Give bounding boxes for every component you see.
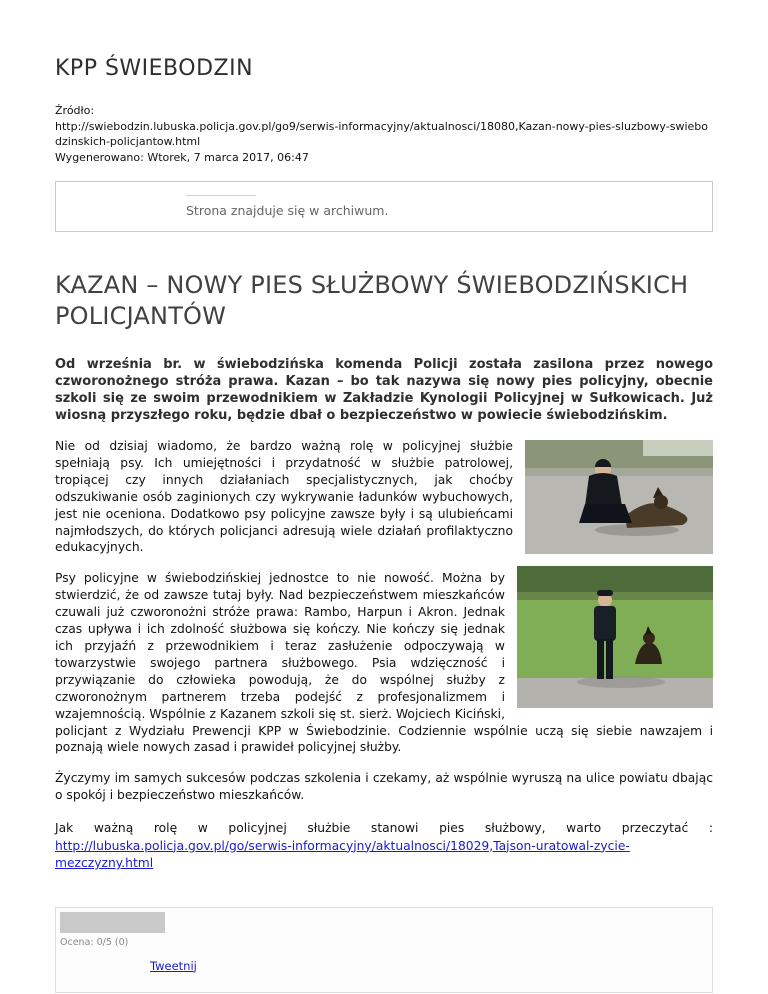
social-widget-placeholder: [60, 912, 165, 933]
more-info-paragraph: [55, 820, 713, 873]
photo-officer-with-dog-standing: [517, 566, 713, 708]
article-body: [55, 438, 713, 804]
tweet-link[interactable]: Tweetnij: [150, 958, 197, 973]
article-paragraph: Psy policyjne w świebodzińskiej jednostce to nie nowość. Można by stwierdzić, że od zawsze tutaj były. Nad bezpieczeństwem mieszkańców czuwali już czworonożni stróże prawa: Rambo, Harpun i Akron. Jednak czas upływa i ich zdolność służbowa się kończy. Nie kończy się jednak ich przyjaźń z przewodnikiem i teraz zasłużenie odpoczywają w towarzystwie swojego partnera służbowego. Psia wdzięczność i przywiązanie do człowieka powodują, że do wspólnej służby z czworonożnym partnerem trzeba podejść z profesjonalizmem i wzajemnością. Wspólnie z Kazanem szkoli się st. sierż. Wojciech Kiciński, policjant z Wydziału Prewencji KPP w Świebodzinie. Codziennie wspólnie uczą się siebie nawzajem i poznają wiele nowych zasad i prawideł policyjnej służby.: [55, 571, 713, 755]
archive-notice-box: [55, 181, 713, 232]
archive-notice-text: Strona znajduje się w archiwum.: [186, 203, 389, 218]
social-rating-box: [55, 907, 713, 993]
article-paragraph: Życzymy im samych sukcesów podczas szkolenia i czekamy, aż wspólnie wyruszą na ulice powiatu dbając o spokój i bezpieczeństwo mieszkańców.: [55, 771, 713, 803]
source-meta: [55, 103, 713, 165]
source-url: http://swiebodzin.lubuska.policja.gov.pl/go9/serwis-informacyjny/aktualnosci/18080,Kazan-nowy-pies-sluzbowy-swiebodzinskich-policjantow.html: [55, 119, 708, 148]
related-article-link[interactable]: http://lubuska.policja.gov.pl/go/serwis-informacyjny/aktualnosci/18029,Tajson-uratowal-zycie-mezczyzny.html: [55, 838, 630, 871]
article-title: KAZAN – NOWY PIES SŁUŻBOWY ŚWIEBODZIŃSKICH POLICJANTÓW: [55, 271, 689, 330]
site-title: KPP ŚWIEBODZIN: [55, 56, 254, 81]
article-lead: Od września br. w świebodzińska komenda Policji została zasilona przez nowego czworonożnego stróża prawa. Kazan – bo tak nazywa się nowy pies policyjny, obecnie szkoli się ze swoim przewodnikiem w Zakładzie Kynologii Policyjnej w Sułkowicach. Już wiosną przyszłego roku, będzie dbał o bezpieczeństwo w powiecie świebodzińskim.: [55, 357, 713, 423]
photo-officer-with-dog-kneeling: [525, 440, 713, 554]
article-paragraph: Nie od dzisiaj wiadomo, że bardzo ważną rolę w policyjnej służbie spełniają psy. Ich umiejętności i przydatność w służbie patrolowej, tropiącej czy innych działaniach specjalistycznych, jak choćby odszukiwanie osób zaginionych czy wykrywanie ładunków wybuchowych, jest nie oceniona. Dodatkowo psy policyjne zawsze były i są ulubieńcami najmłodszych, do których policjanci adresują wiele działań profilaktyczno edukacyjnych.: [55, 439, 513, 555]
archive-divider: [186, 195, 256, 196]
generated-timestamp: Wygenerowano: Wtorek, 7 marca 2017, 06:47: [55, 150, 309, 164]
source-label: Źródło:: [55, 104, 95, 117]
more-info-text: Jak ważną rolę w policyjnej służbie stanowi pies służbowy, warto przeczytać :: [55, 821, 713, 836]
rating-label: Ocena: 0/5 (0): [60, 936, 129, 948]
